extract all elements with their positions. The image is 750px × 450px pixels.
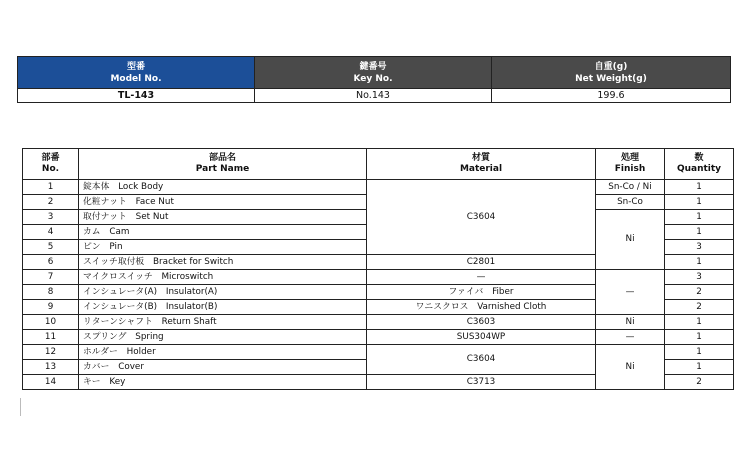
part-name-cell: カム Cam — [79, 225, 367, 240]
table-row — [23, 330, 734, 345]
table-row — [23, 345, 734, 360]
part-name-cell: ホルダー Holder — [79, 345, 367, 360]
part-name-cell: 化粧ナット Face Nut — [79, 195, 367, 210]
table-row — [23, 270, 734, 285]
part-no-cell: 5 — [23, 240, 79, 255]
material-cell: C3604 — [367, 180, 596, 255]
page-edge-mark — [20, 398, 21, 416]
finish-cell: — — [596, 270, 665, 315]
finish-cell: Ni — [596, 345, 665, 390]
quantity-cell: 2 — [665, 285, 734, 300]
model-table-header-row — [18, 57, 731, 89]
part-no-cell: 9 — [23, 300, 79, 315]
quantity-cell: 1 — [665, 345, 734, 360]
quantity-cell: 2 — [665, 375, 734, 390]
part-name-cell: マイクロスイッチ Microswitch — [79, 270, 367, 285]
part-no-cell: 11 — [23, 330, 79, 345]
finish-cell: Ni — [596, 210, 665, 270]
key-no-value: No.143 — [255, 89, 492, 103]
material-cell: ファイバ Fiber — [367, 285, 596, 300]
net-weight-header: 自重(g) Net Weight(g) — [492, 57, 731, 89]
quantity-cell: 2 — [665, 300, 734, 315]
part-name-cell: インシュレータ(B) Insulator(B) — [79, 300, 367, 315]
material-cell: C2801 — [367, 255, 596, 270]
parts-list-table — [22, 148, 734, 390]
material-cell: C3604 — [367, 345, 596, 375]
material-cell: C3713 — [367, 375, 596, 390]
material-cell: — — [367, 270, 596, 285]
part-name-cell: インシュレータ(A) Insulator(A) — [79, 285, 367, 300]
part-no-cell: 4 — [23, 225, 79, 240]
part-no-cell: 14 — [23, 375, 79, 390]
table-row — [23, 180, 734, 195]
key-no-header: 鍵番号 Key No. — [255, 57, 492, 89]
part-no-header: 部番 No. — [23, 149, 79, 180]
part-name-cell: スプリング Spring — [79, 330, 367, 345]
quantity-cell: 3 — [665, 270, 734, 285]
part-no-cell: 2 — [23, 195, 79, 210]
part-no-cell: 1 — [23, 180, 79, 195]
quantity-cell: 1 — [665, 180, 734, 195]
part-name-header: 部品名 Part Name — [79, 149, 367, 180]
finish-cell: Sn-Co — [596, 195, 665, 210]
quantity-cell: 1 — [665, 210, 734, 225]
quantity-cell: 1 — [665, 315, 734, 330]
part-no-cell: 12 — [23, 345, 79, 360]
quantity-cell: 1 — [665, 225, 734, 240]
part-name-cell: ピン Pin — [79, 240, 367, 255]
part-name-cell: スイッチ取付板 Bracket for Switch — [79, 255, 367, 270]
material-cell: C3603 — [367, 315, 596, 330]
parts-table-header-row — [23, 149, 734, 180]
part-no-cell: 3 — [23, 210, 79, 225]
finish-cell: Ni — [596, 315, 665, 330]
model-table-row — [18, 89, 731, 103]
quantity-cell: 1 — [665, 330, 734, 345]
part-name-cell: カバー Cover — [79, 360, 367, 375]
model-info-table — [17, 56, 731, 103]
quantity-cell: 3 — [665, 240, 734, 255]
part-no-cell: 8 — [23, 285, 79, 300]
part-no-cell: 10 — [23, 315, 79, 330]
quantity-header: 数 Quantity — [665, 149, 734, 180]
material-cell: ワニスクロス Varnished Cloth — [367, 300, 596, 315]
quantity-cell: 1 — [665, 255, 734, 270]
material-header: 材質 Material — [367, 149, 596, 180]
part-name-cell: 取付ナット Set Nut — [79, 210, 367, 225]
model-no-value: TL-143 — [18, 89, 255, 103]
part-no-cell: 6 — [23, 255, 79, 270]
finish-cell: — — [596, 330, 665, 345]
quantity-cell: 1 — [665, 195, 734, 210]
part-no-cell: 13 — [23, 360, 79, 375]
model-no-header: 型番 Model No. — [18, 57, 255, 89]
quantity-cell: 1 — [665, 360, 734, 375]
part-name-cell: キー Key — [79, 375, 367, 390]
material-cell: SUS304WP — [367, 330, 596, 345]
part-name-cell: 錠本体 Lock Body — [79, 180, 367, 195]
table-row — [23, 315, 734, 330]
part-no-cell: 7 — [23, 270, 79, 285]
finish-cell: Sn-Co / Ni — [596, 180, 665, 195]
part-name-cell: リターンシャフト Return Shaft — [79, 315, 367, 330]
net-weight-value: 199.6 — [492, 89, 731, 103]
finish-header: 処理 Finish — [596, 149, 665, 180]
